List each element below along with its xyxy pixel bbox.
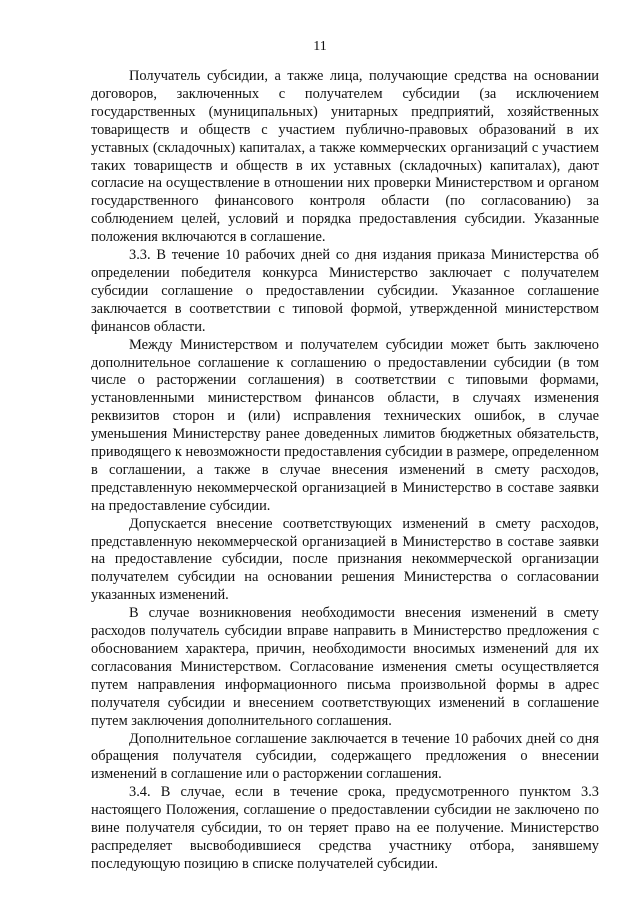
paragraph-3-3-agreement-conclusion: 3.3. В течение 10 рабочих дней со дня издания приказа Министерства об определении победителя конкурса Министерство заключает с получателем субсидии соглашение о предоставлении субсидии. Указанное соглашение заключается в соответствии с типовой формой, утвержденной министерством финансов области. xyxy=(91,247,599,335)
paragraph-subsidy-recipient-consent: Получатель субсидии, а также лица, получающие средства на основании договоров, заключенных с получателем субсидии (за исключением государственных (муниципальных) унитарных предприятий, хозяйственных товариществ и обществ с участием публично-правовых образований в их уставных (складочных) капиталах, а также коммерческих организаций с участием таких товариществ и обществ в их уставных (складочных) капиталах), дают согласие на осуществление в отношении них проверки Министерством и органом государственного финансового контроля области (по согласованию) за соблюдением целей, условий и порядка предоставления субсидии. Указанные положения включаются в соглашение. xyxy=(91,68,599,246)
paragraph-budget-changes-allowed: Допускается внесение соответствующих изменений в смету расходов, представленную некоммерческой организацией в Министерство в составе заявки на предоставление субсидии, после признания некоммерческой организации получателем субсидии на основании решения Министерства о согласовании указанных изменений. xyxy=(91,515,599,604)
paragraph-additional-agreement-term: Дополнительное соглашение заключается в течение 10 рабочих дней со дня обращения получателя субсидии, содержащего предложения о внесении изменений в соглашение или о расторжении соглашения. xyxy=(91,730,599,783)
page-number: 11 xyxy=(313,39,327,54)
paragraph-3-4-loss-of-right: 3.4. В случае, если в течение срока, предусмотренного пунктом 3.3 настоящего Положения, соглашение о предоставлении субсидии не заключено по вине получателя субсидии, то он теряет право на ее получение. Министерство распределяет высвободившиеся средства участнику отбора, занявшему последующую позицию в списке получателей субсидии. xyxy=(91,784,599,872)
paragraph-budget-change-procedure: В случае возникновения необходимости внесения изменений в смету расходов получатель субсидии вправе направить в Министерство предложения с обоснованием характера, причин, необходимости вносимых изменений для их согласования Министерством. Согласование изменения сметы осуществляется путем направления информационного письма произвольной формы в адрес получателя субсидии и внесением соответствующих изменений в соглашение путем заключения дополнительного соглашения. xyxy=(91,605,599,729)
document-body xyxy=(91,68,599,874)
paragraph-additional-agreement-cases: Между Министерством и получателем субсидии может быть заключено дополнительное соглашение к соглашению о предоставлении субсидии (в том числе о расторжении соглашения) в соответствии с типовыми формами, установленными министерством финансов области, в случаях изменения реквизитов сторон и (или) исправления технических ошибок, в случае уменьшения Министерству ранее доведенных лимитов бюджетных обязательств, приводящего к невозможности предоставления субсидии в размере, определенном в соглашении, а также в случае внесения изменений в смету расходов, представленную некоммерческой организацией в Министерство в составе заявки на предоставление субсидии. xyxy=(91,336,599,514)
